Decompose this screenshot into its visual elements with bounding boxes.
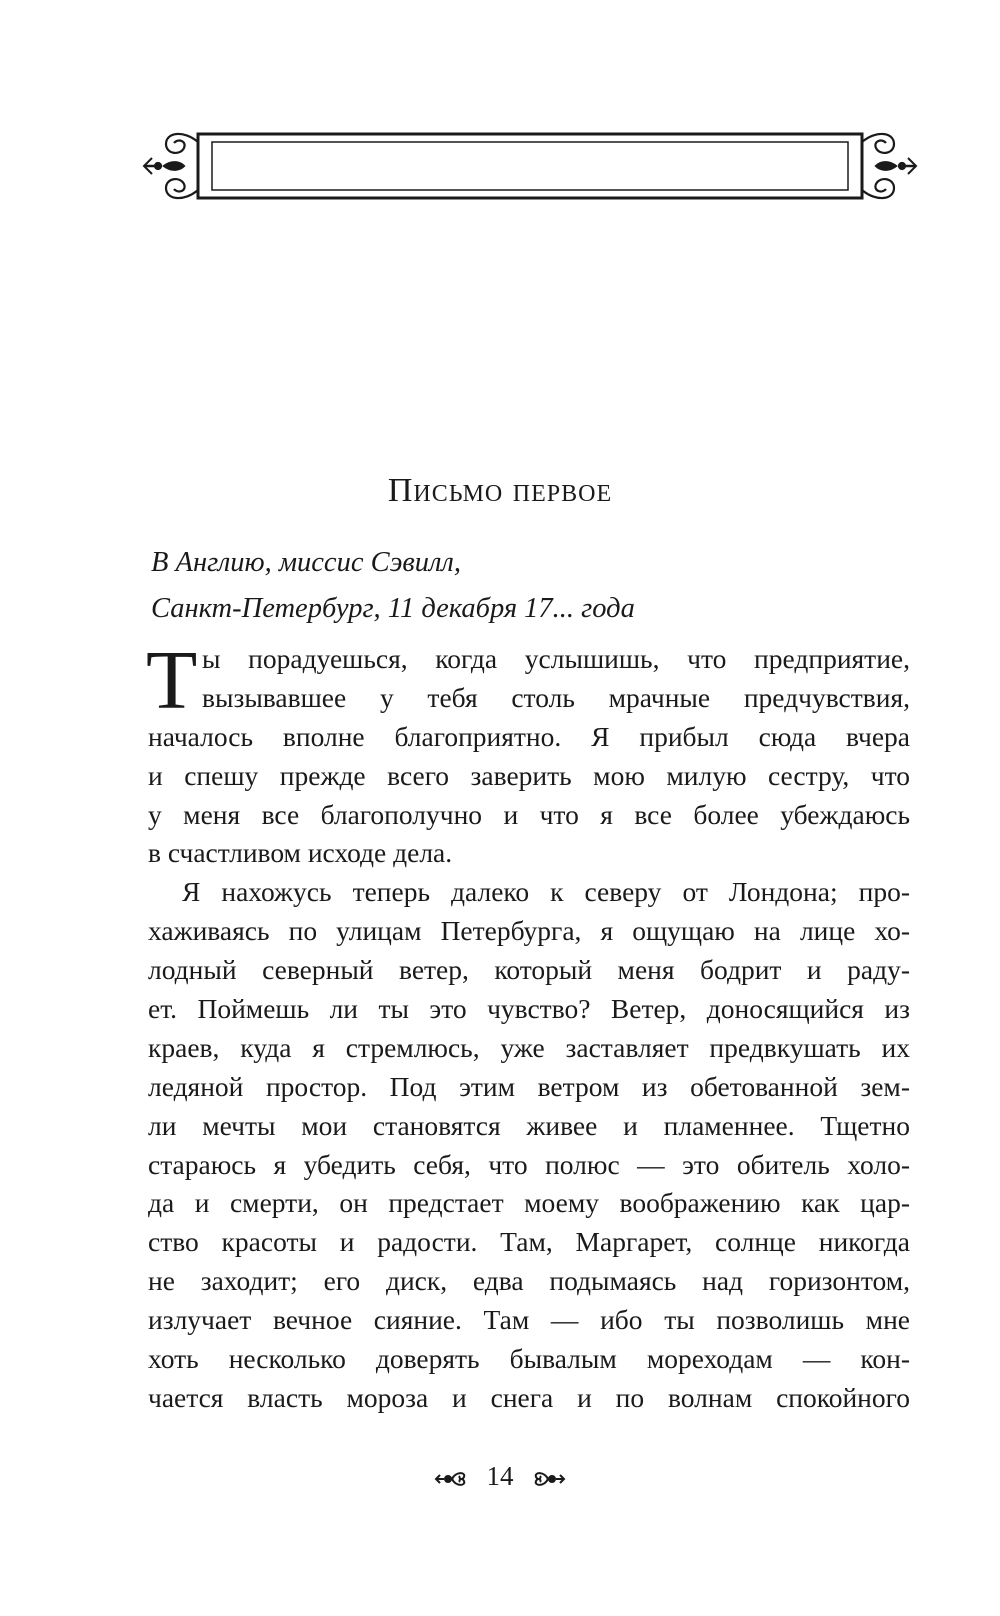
right-scroll-ornament (862, 134, 916, 198)
text-line: ство красоты и радости. Там, Маргарет, солнце никогда (148, 1226, 910, 1258)
text-line: ледяной простор. Под этим ветром из обетованной зем- (148, 1070, 910, 1102)
text-line: хоть несколько доверять бывалым мореходам — кон- (148, 1343, 910, 1375)
address-line-place-date: Санкт-Петербург, 11 декабря 17... года (151, 593, 635, 624)
text-line: в счастливом исходе дела. (148, 837, 453, 869)
page-number: 14 (486, 1461, 514, 1491)
drop-cap: Т (146, 634, 198, 727)
text-line: хаживаясь по улицам Петербурга, я ощущаю на лице хо- (148, 915, 910, 947)
letter-address (151, 540, 635, 632)
text-line: стараюсь я убедить себя, что полюс — это обитель холо- (148, 1148, 910, 1180)
chapter-title: Письмо первое (387, 472, 613, 509)
text-line: и спешу прежде всего заверить мою милую сестру, что (148, 759, 910, 791)
letter-body (146, 634, 910, 1418)
text-line: да и смерти, он предстает моему воображению как цар- (148, 1187, 910, 1219)
text-line: не заходит; его диск, едва подымаясь над горизонтом, (148, 1265, 910, 1297)
right-footer-flourish-icon (530, 1468, 566, 1490)
text-line: началось вполне благоприятно. Я прибыл сюда вчера (148, 720, 910, 752)
address-line-recipient: В Англию, миссис Сэвилл, (151, 547, 461, 578)
text-line: излучает вечное сияние. Там — ибо ты позволишь мне (148, 1304, 910, 1336)
left-scroll-ornament (144, 134, 198, 198)
text-line: Я нахожусь теперь далеко к северу от Лондона; про- (182, 876, 910, 908)
text-line: ы порадуешься, когда услышишь, что предприятие, (202, 643, 910, 674)
text-line: лодный северный ветер, который меня бодрит и раду- (148, 954, 910, 986)
text-line: чается власть мороза и снега и по волнам спокойного (148, 1381, 910, 1413)
text-line: у меня все благополучно и что я все более убеждаюсь (148, 798, 910, 830)
text-line: краев, куда я стремлюсь, уже заставляет предвкушать их (148, 1031, 910, 1063)
header-ornament-frame (140, 128, 920, 204)
text-line: ет. Поймешь ли ты это чувство? Ветер, доносящийся из (148, 993, 910, 1025)
left-footer-flourish-icon (434, 1468, 470, 1490)
text-line: ли мечты мои становятся живее и пламеннее. Тщетно (148, 1109, 910, 1141)
text-line: вызывавшее у тебя столь мрачные предчувствия, (202, 681, 910, 713)
page-footer (0, 1460, 1000, 1492)
